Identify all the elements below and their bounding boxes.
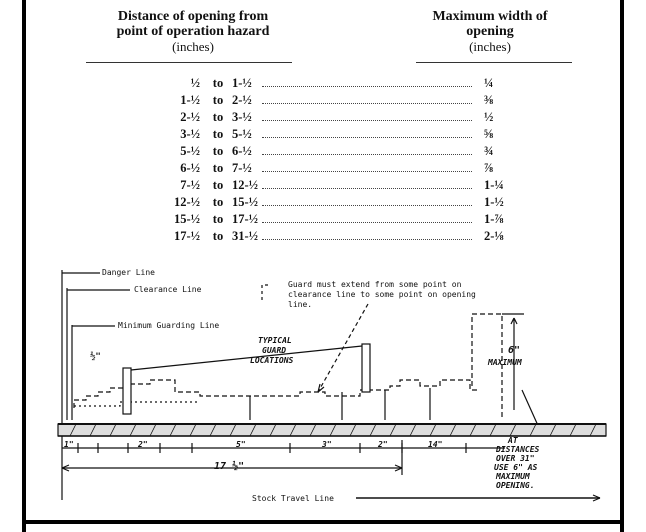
max-label-1: 6" [508, 345, 521, 356]
minimum-guarding-line-label: Minimum Guarding Line [118, 321, 220, 330]
at-distances-2: DISTANCES [496, 445, 540, 454]
row-upto: 31-½ [232, 229, 259, 243]
row-max: 1-½ [484, 195, 504, 209]
row-upto: 7-½ [232, 161, 252, 175]
typical-label-2: GUARD [262, 346, 287, 355]
stock-band [58, 424, 606, 436]
row-max: 1-⅞ [484, 212, 504, 226]
dim-1-label: 1" [64, 440, 74, 449]
header-max-unit: (inches) [469, 39, 511, 54]
row-from: 12-½ [173, 195, 200, 209]
typical-label-1: TYPICAL [258, 336, 292, 345]
dim-14-label: 14" [428, 440, 443, 449]
row-to: to [212, 161, 224, 175]
row-max: ⅝ [484, 127, 494, 141]
header-distance-line2: point of operation hazard [116, 24, 270, 39]
header-max-line1: Maximum width of [432, 9, 548, 24]
row-max: 2-⅛ [484, 229, 504, 243]
row-max: 1-¼ [484, 178, 504, 192]
guard-right [362, 344, 370, 392]
typical-guard-line [131, 346, 362, 370]
row-to: to [212, 178, 224, 192]
row-from: 5-½ [180, 144, 200, 158]
max-label-2: MAXIMUM [488, 358, 522, 367]
guard-note-line3: line. [288, 300, 313, 309]
row-from: 15-½ [173, 212, 200, 226]
danger-line-label: Danger Line [102, 268, 155, 277]
row-from: 1-½ [180, 93, 200, 107]
row-to: to [212, 229, 224, 243]
guard-note-line2: clearance line to some point on opening [288, 290, 476, 299]
dim-2b-label: 2" [378, 440, 388, 449]
dim-3-label: 3" [322, 440, 332, 449]
at-distances-5: MAXIMUM [496, 472, 530, 481]
row-max: ¼ [484, 76, 494, 90]
at-distances-1: AT [508, 436, 518, 445]
at-distances-3: OVER 31" [496, 454, 535, 463]
row-from: 2-½ [180, 110, 200, 124]
row-upto: 12-½ [232, 178, 259, 192]
row-from: 17-½ [173, 229, 200, 243]
row-max: ¾ [484, 144, 494, 158]
row-to: to [212, 212, 224, 226]
row-to: to [212, 110, 224, 124]
stock-travel-line-label: Stock Travel Line [252, 494, 334, 503]
clearance-line-label: Clearance Line [134, 285, 202, 294]
row-max: ⅜ [484, 93, 494, 107]
header-distance-line1: Distance of opening from [117, 9, 269, 24]
dim-2-label: 2" [138, 440, 148, 449]
row-to: to [212, 127, 224, 141]
row-to: to [212, 76, 224, 90]
row-to: to [212, 195, 224, 209]
at-distances-4: USE 6" AS [494, 463, 538, 472]
dim-half-label: ½" [90, 352, 101, 362]
row-upto: 2-½ [232, 93, 252, 107]
at-distances-6: OPENING. [496, 481, 535, 490]
row-max: ½ [484, 110, 494, 124]
header-max-line2: opening [466, 24, 514, 39]
row-from: 7-½ [180, 178, 200, 192]
row-to: to [212, 93, 224, 107]
row-to: to [212, 144, 224, 158]
typical-label-3: LOCATIONS [250, 356, 294, 365]
row-from: 3-½ [180, 127, 200, 141]
row-upto: 6-½ [232, 144, 252, 158]
row-upto: 15-½ [232, 195, 259, 209]
row-upto: 17-½ [232, 212, 259, 226]
row-from: 6-½ [180, 161, 200, 175]
row-upto: 5-½ [232, 127, 252, 141]
dim-17-label: 17 ½" [214, 461, 245, 472]
guard-left [123, 368, 131, 414]
guard-note-line1: Guard must extend from some point on [288, 280, 462, 289]
row-max: ⅞ [484, 161, 494, 175]
row-upto: 1-½ [232, 76, 252, 90]
dim-5-label: 5" [236, 440, 246, 449]
row-upto: 3-½ [232, 110, 252, 124]
header-distance-unit: (inches) [172, 39, 214, 54]
row-from: ½ [190, 76, 200, 90]
